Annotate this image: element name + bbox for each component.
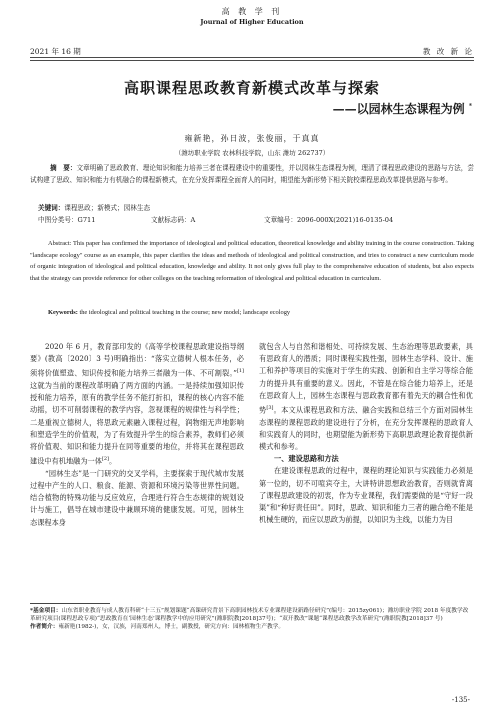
affiliation: （潍坊职业学院 农林科技学院，山东 潍坊 262737） bbox=[174, 149, 330, 157]
keywords-cn: 关键词：课程思政；新模式；园林生态 bbox=[38, 204, 151, 212]
abstract-cn-text: 文章明确了思政教育、理论知识和能力培养三者在课程建设中的重要性，并以园林生态课程为例，理清了课程思政建设的思路与方法，尝试构建了思政、知识和能力有机融合的课程新模式，在充分发挥课程全面育人的同时，期望能为新形势下相关院校课程思政改革提供思路与参考。 bbox=[30, 164, 475, 184]
issue-label: 2021 年 16 期 bbox=[30, 47, 81, 56]
paragraph: 2020 年 6 月，教育部印发的《高等学校课程思政建设指导纲要》(教高〔2020〕3 号)明确指出：“落实立德树人根本任务，必须将价值塑造、知识传授和能力培养三者融为一体、不可割裂。”[1]这就为当前的课程改革明确了两方面的内涵。一是持续加强知识传授和能力培养，原有的教学任务不能打折扣，课程的核心内容不能动摇，切不可削弱课程的教学内容，忽视课程的规律性与科学性；二是重视立德树人，将思政元素融入课程过程，润物细无声地影响和塑造学生的价值观，为了有效提升学生的综合素养，教师们必须将价值观、知识和能力提升在同等重要的地位，并将其在课程思政建设中有机地融为一体[2]。 bbox=[30, 342, 244, 466]
clc-number: 中图分类号：G711 bbox=[38, 216, 96, 224]
header-rule bbox=[30, 57, 474, 58]
abstract-cn bbox=[30, 162, 474, 186]
citation: [1] bbox=[236, 368, 244, 375]
header-rule-thin bbox=[30, 60, 474, 61]
body-column-right bbox=[259, 341, 473, 526]
journal-header bbox=[0, 6, 504, 28]
author-note: 作者简介：雍新艳(1982-)，女，汉族，河南郑州人，博士，副教授，研究方向：园林植物生产教学。 bbox=[30, 624, 285, 631]
abstract-en: Abstract: This paper has confirmed the importance of ideological and political education, theoretical knowledge and ability training in the course construction. Taking "landscape ecology" course as an example, this paper clarifies the ideas and methods of ideological and political construction, and tries to construct a new curriculum mode of organic integration of ideological and political education, knowledge and ability. It not only gives full play to the comprehensive education of students, but also expects that the strategy can provide reference for other colleges on the teaching reformation of ideological and political education in curriculum. bbox=[30, 240, 474, 282]
section-heading: 一、建设思路和方法 bbox=[274, 454, 339, 464]
paragraph: 就包含人与自然和谐相处、可持续发展、生态治理等思政要素，具有思政育人的潜质；同时课程实践性强，园林生态学科、设计、施工和养护等项目的实施对于学生的实践、创新和自主学习等综合能力的提升具有重要的意义。因此，不管是在综合能力培养上，还是在思政育人上，园林生态课程与思政教育都有着先天的耦合性和优势[3]。本文从课程思政和方法、融合实践和总结三个方面对园林生态课程的课程思政的建设进行了分析，在充分发挥课程的思政育人和实践育人的同时，也期望能为新形势下高职思政理论教育提供新模式和参考。 bbox=[259, 342, 473, 452]
footnote bbox=[30, 607, 474, 632]
body-column-left bbox=[30, 341, 244, 529]
paragraph: “园林生态”是一门研究的交叉学科，主要探索于现代城市发展过程中产生的人口、粮食、能源、资源和环境污染等世界性问题。结合植物的特殊功能与反应效应，合理进行符合生态规律的规划设计与施工，倡导在城市建设中兼顾环境的健康发展。可见，园林生态课程本身 bbox=[30, 468, 244, 527]
fund-note: *基金项目：山东省职业教育与成人教育科研“十三五”规划课题“高课研究背景下高职园林技术专业课程建设新路径研究”(编号：2015zy061)；潍坊职业学院 2018 年度教学改革研究项目(课程思政专项)“思政教育在‘园林生态’课程教学中的应用研究”(潍职院教[2018]37号)；“双开教改”课题“课程思政教学改革研究”(潍职院教[2018]37 号) bbox=[30, 608, 469, 623]
article-title: 高职课程思政教育新模式改革与探索 bbox=[123, 79, 380, 97]
keywords-en: Keywords: the ideological and political teaching in the course; new model; landscape ecology bbox=[48, 309, 291, 316]
abstract-cn-label: 摘 要： bbox=[50, 164, 77, 172]
journal-name-en: Journal of Higher Education bbox=[200, 18, 304, 26]
citation: [3] bbox=[266, 405, 274, 412]
page-number: -135- bbox=[451, 696, 470, 704]
section-label: 教 改 新 论 bbox=[422, 47, 474, 56]
article-number: 文章编号：2096-000X(2021)16-0135-04 bbox=[264, 216, 394, 224]
authors: 雍新艳，孙日波，张俊丽，于真真 bbox=[184, 134, 320, 143]
citation: [2] bbox=[101, 456, 109, 463]
footnote-rule bbox=[30, 603, 110, 604]
journal-name-cn: 高 教 学 刊 bbox=[221, 7, 283, 16]
paragraph: 在建设课程思政的过程中，课程的理论知识与实践能力必须是第一位的，切不可喧宾夺主，大讲特讲思想政治教育，否则就背离了课程思政建设的初衷，作为专业课程，我们需要做的是“守好一段渠”和“种好责任田”。同时，思政、知识和能力三者的融合绝不能是机械生硬的，而应以思政为前提，以知识为主线，以能力为目 bbox=[259, 466, 473, 525]
document-code: 文献标志码：A bbox=[151, 216, 196, 224]
fund-marker: * bbox=[468, 103, 472, 110]
article-subtitle: ——以园林生态课程为例 * bbox=[332, 102, 472, 116]
